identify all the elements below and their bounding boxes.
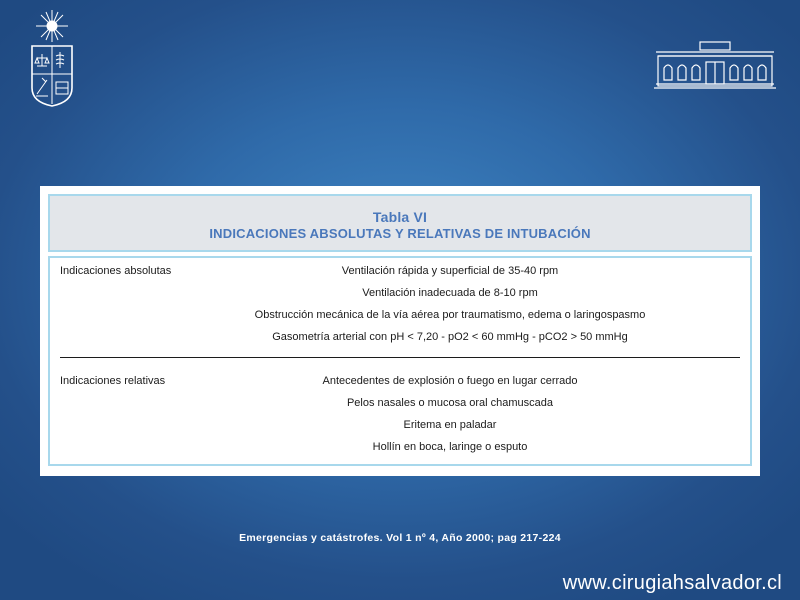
- list-item: Antecedentes de explosión o fuego en lugar cerrado: [322, 375, 578, 387]
- list-item: Ventilación inadecuada de 8-10 rpm: [362, 287, 538, 299]
- list-item: Ventilación rápida y superficial de 35-40 rpm: [341, 265, 559, 277]
- table-subtitle: INDICACIONES ABSOLUTAS Y RELATIVAS DE INTUBACIÓN: [209, 226, 591, 241]
- list-item: Gasometría arterial con pH < 7,20 - pO2 < 60 mmHg - pCO2 > 50 mmHg: [272, 331, 628, 343]
- university-crest-icon: [24, 8, 80, 108]
- table-card: [40, 186, 760, 476]
- list-item: Pelos nasales o mucosa oral chamuscada: [346, 397, 554, 409]
- table-body: [48, 256, 752, 466]
- section-divider: [60, 357, 740, 358]
- section-label-relativas: Indicaciones relativas: [60, 375, 166, 387]
- list-item: Obstrucción mecánica de la vía aérea por traumatismo, edema o laringospasmo: [254, 309, 646, 321]
- section-label-absolutas: Indicaciones absolutas: [60, 265, 172, 277]
- list-item: Hollín en boca, laringe o esputo: [372, 441, 528, 453]
- list-item: Eritema en paladar: [403, 419, 497, 431]
- table-title-box: [48, 194, 752, 252]
- table-title: Tabla VI: [372, 209, 428, 225]
- building-facade-icon: [654, 40, 776, 92]
- source-citation: Emergencias y catástrofes. Vol 1 nº 4, Año 2000; pag 217-224: [239, 532, 561, 544]
- website-url: www.cirugiahsalvador.cl: [562, 572, 782, 594]
